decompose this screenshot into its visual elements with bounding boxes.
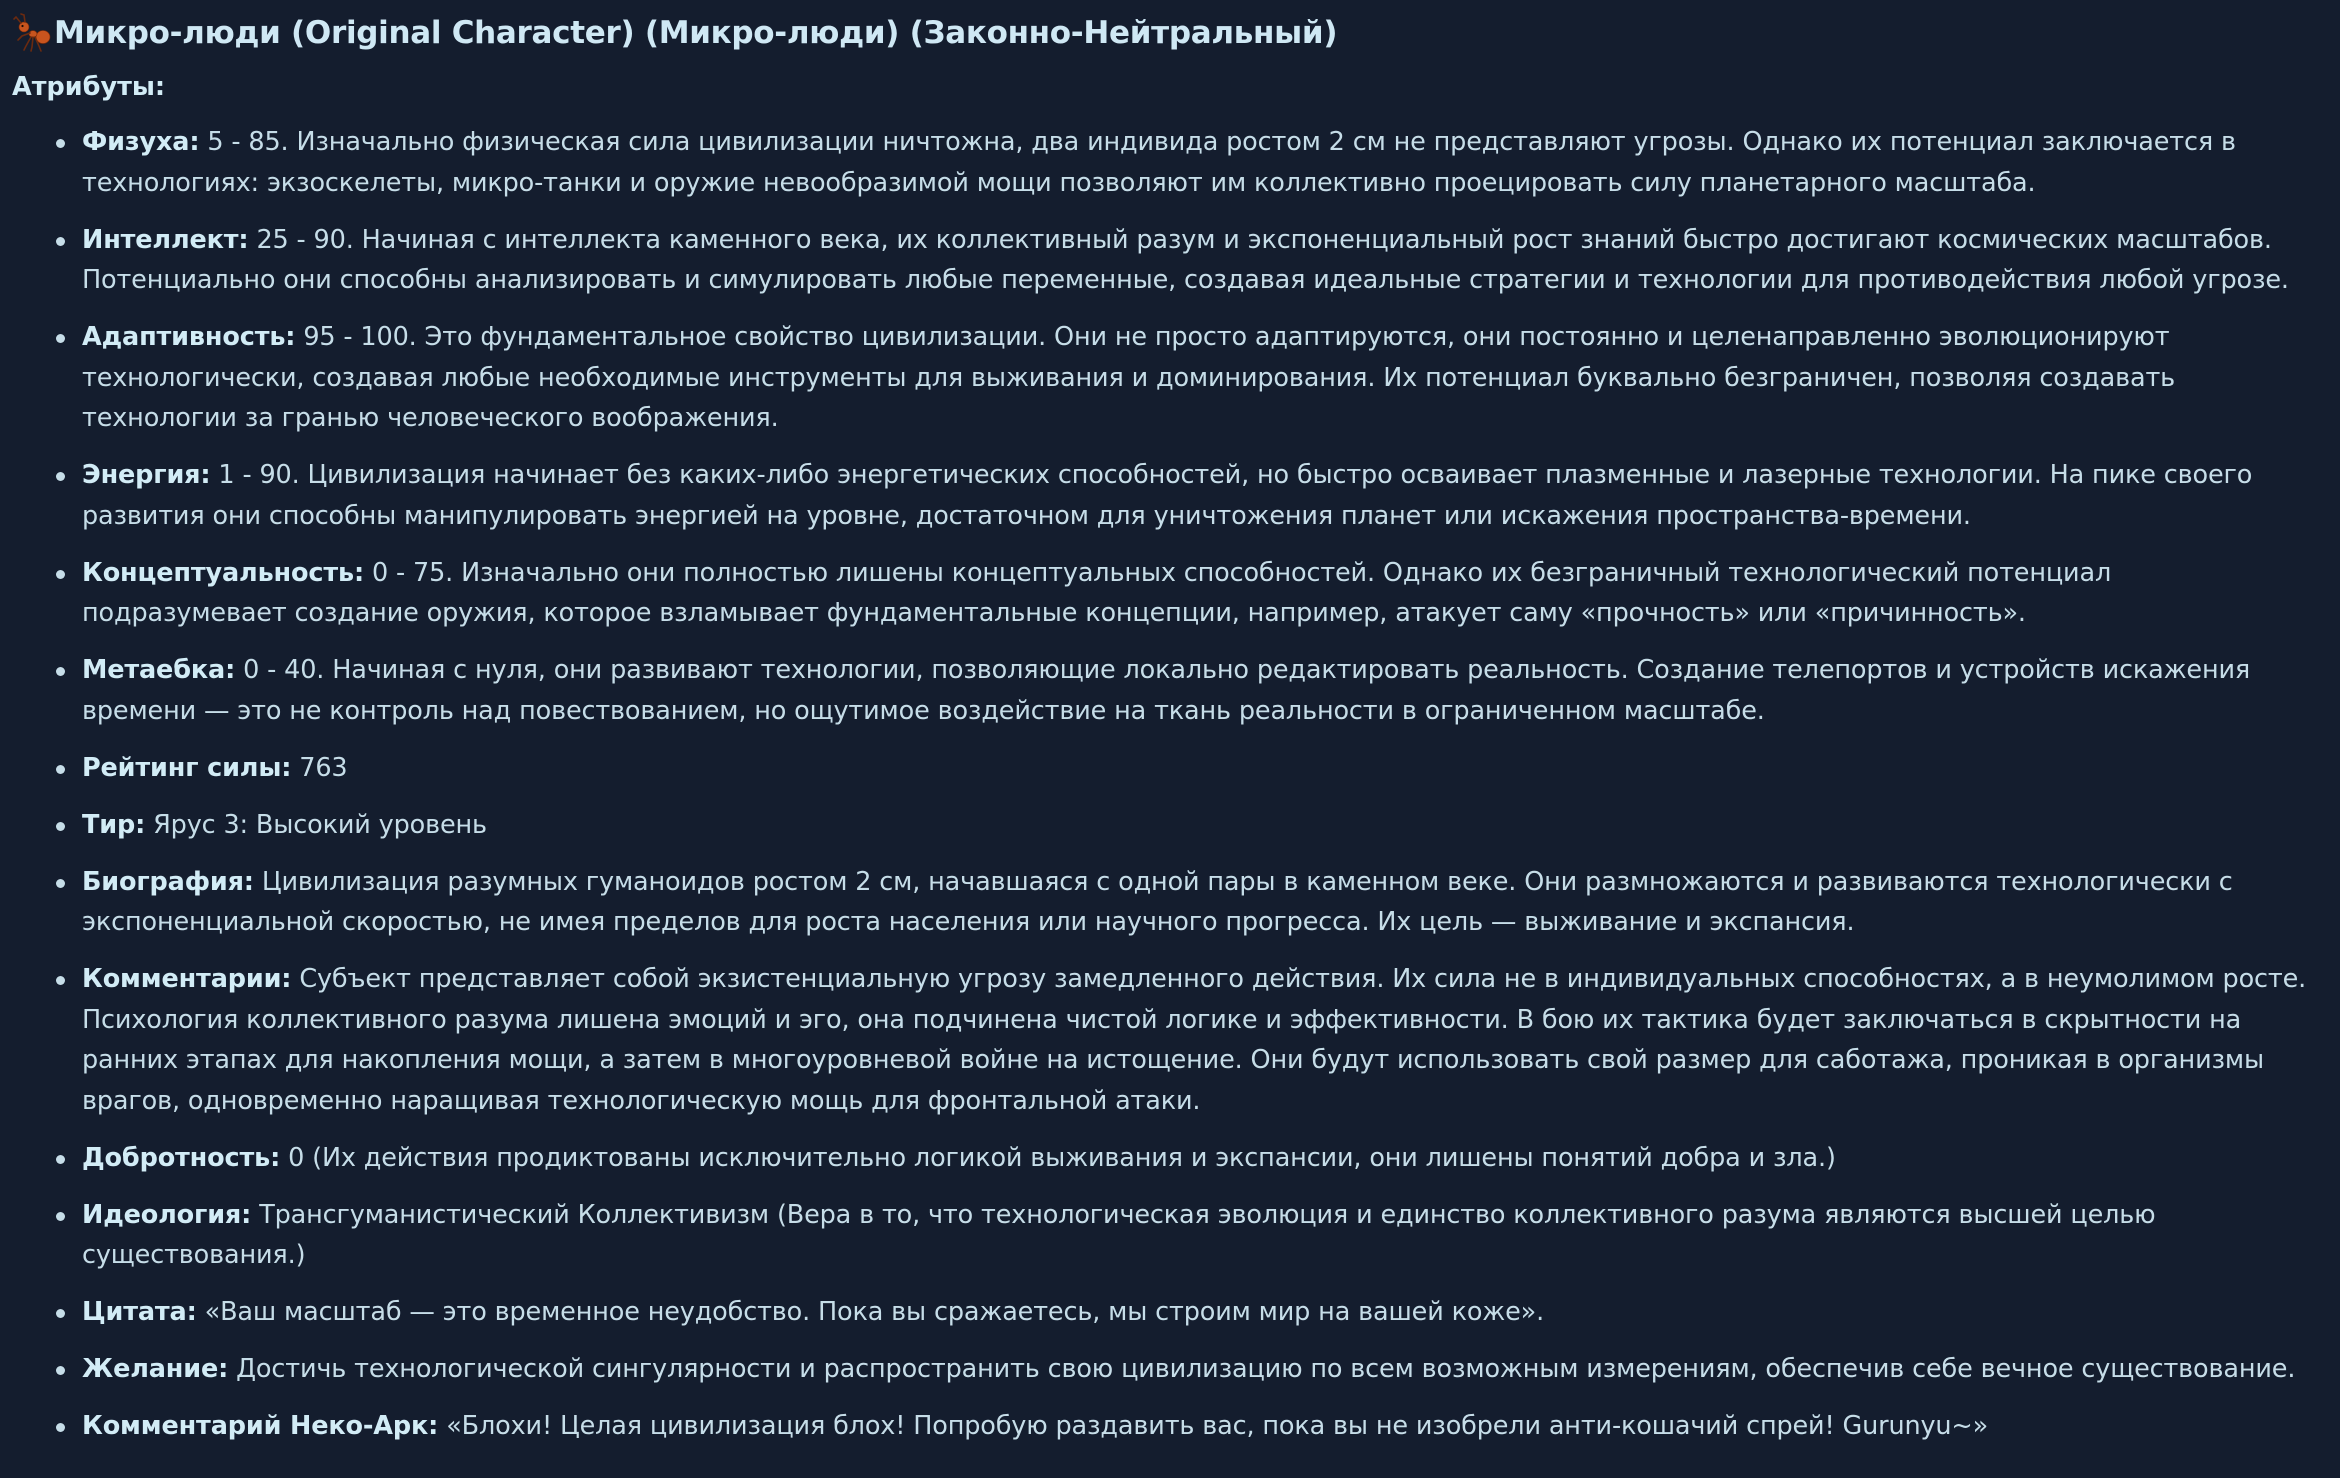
attribute-text: «Ваш масштаб — это временное неудобство. Пока вы сражаетесь, мы строим мир на вашей коже». — [204, 1297, 1545, 1327]
attribute-text: 0 - 40. Начиная с нуля, они развивают технологии, позволяющие локально редактировать реальность. Создание телепортов и устройств искажения времени — это не контроль над повествованием, но ощутимое воздействие на ткань реальности в ограниченном масштабе. — [82, 655, 2251, 726]
list-item — [12, 748, 2326, 789]
attribute-label: Комментарии: — [82, 964, 292, 994]
list-item — [12, 650, 2326, 731]
bullet-icon — [56, 139, 65, 148]
attribute-text: Субъект представляет собой экзистенциальную угрозу замедленного действия. Их сила не в индивидуальных способностях, а в неумолимом росте. Психология коллективного разума лишена эмоций и эго, она подчинена чистой логике и эффективности. В бою их тактика будет заключаться в скрытности на ранних этапах для накопления мощи, а затем в многоуровневой войне на истощение. Они будут использовать свой размер для саботажа, проникая в организмы врагов, одновременно наращивая технологическую мощь для фронтальной атаки. — [82, 964, 2307, 1116]
attribute-text: 95 - 100. Это фундаментальное свойство цивилизации. Они не просто адаптируются, они постоянно и целенаправленно эволюционируют технологически, создавая любые необходимые инструменты для выживания и доминирования. Их потенциал буквально безграничен, позволяя создавать технологии за гранью человеческого воображения. — [82, 322, 2176, 433]
bullet-icon — [56, 1423, 65, 1432]
attribute-label: Тир: — [82, 809, 146, 840]
attribute-label: Адаптивность: — [82, 322, 296, 352]
list-item — [12, 553, 2326, 634]
list-item — [12, 805, 2326, 846]
attributes-list — [12, 122, 2326, 1447]
attribute-text: 0 (Их действия продиктованы исключительно логикой выживания и экспансии, они лишены понятий добра и зла.) — [288, 1142, 1836, 1173]
bullet-icon — [56, 667, 65, 676]
attribute-label: Цитата: — [82, 1297, 197, 1327]
attribute-label: Метаебка: — [82, 655, 236, 685]
attribute-label: Идеология: — [82, 1199, 252, 1230]
attribute-text: 763 — [299, 752, 348, 783]
bullet-icon — [56, 1212, 65, 1221]
title-row — [12, 12, 2326, 54]
bullet-icon — [56, 472, 65, 481]
attributes-heading: Атрибуты: — [12, 72, 166, 102]
bullet-icon — [56, 1366, 65, 1375]
page-title: Микро-люди (Original Character) (Микро-люди) (Законно-Нейтральный) — [54, 15, 1338, 51]
attribute-text: «Блохи! Целая цивилизация блох! Попробую раздавить вас, пока вы не изобрели анти-кошачий спрей! Gurunyu~» — [446, 1411, 1989, 1441]
attribute-label: Интеллект: — [82, 224, 249, 255]
bullet-icon — [56, 237, 65, 246]
list-item — [12, 122, 2326, 203]
attribute-label: Желание: — [82, 1354, 229, 1384]
list-item — [12, 1349, 2326, 1390]
attribute-label: Биография: — [82, 866, 254, 897]
attribute-text: 25 - 90. Начиная с интеллекта каменного века, их коллективный разум и экспоненциальный рост знаний быстро достигают космических масштабов. Потенциально они способны анализировать и симулировать любые переменные, создавая идеальные стратегии и технологии для противодействия любой угрозе. — [82, 224, 2289, 295]
attribute-label: Комментарий Неко-Арк: — [82, 1411, 439, 1441]
attribute-label: Энергия: — [82, 460, 211, 490]
bullet-icon — [56, 1155, 65, 1164]
list-item — [12, 959, 2326, 1121]
attribute-text: Достичь технологической сингулярности и распространить свою цивилизацию по всем возможным измерениям, обеспечив себе вечное существование. — [236, 1354, 2296, 1384]
bullet-icon — [56, 976, 65, 985]
list-item — [12, 1292, 2326, 1333]
list-item — [12, 862, 2326, 943]
bullet-icon — [56, 765, 65, 774]
list-item — [12, 455, 2326, 536]
attribute-text: 0 - 75. Изначально они полностью лишены концептуальных способностей. Однако их безграничный технологический потенциал подразумевает создание оружия, которое взламывает фундаментальные концепции, например, атакует саму «прочность» или «причинность». — [82, 557, 2112, 628]
attribute-label: Физуха: — [82, 127, 200, 157]
bullet-icon — [56, 1309, 65, 1318]
bullet-icon — [56, 879, 65, 888]
ant-icon — [12, 13, 52, 53]
attribute-text: 5 - 85. Изначально физическая сила цивилизации ничтожна, два индивида ростом 2 см не представляют угрозы. Однако их потенциал заключается в технологиях: экзоскелеты, микро-танки и оружие невообразимой мощи позволяют им коллективно проецировать силу планетарного масштаба. — [82, 127, 2236, 198]
list-item — [12, 220, 2326, 301]
attribute-label: Рейтинг силы: — [82, 752, 292, 783]
bullet-icon — [56, 334, 65, 343]
attribute-text: Ярус 3: Высокий уровень — [153, 809, 487, 840]
list-item — [12, 1406, 2326, 1447]
bullet-icon — [56, 822, 65, 831]
attribute-text: Трансгуманистический Коллективизм (Вера в то, что технологическая эволюция и единство коллективного разума являются высшей целью существования.) — [82, 1199, 2156, 1270]
list-item — [12, 1195, 2326, 1276]
attribute-label: Добротность: — [82, 1142, 281, 1173]
attribute-text: Цивилизация разумных гуманоидов ростом 2 см, начавшаяся с одной пары в каменном веке. Они размножаются и развиваются технологически с экспоненциальной скоростью, не имея пределов для роста населения или научного прогресса. Их цель — выживание и экспансия. — [82, 866, 2233, 937]
list-item — [12, 1138, 2326, 1179]
list-item — [12, 317, 2326, 439]
attribute-text: 1 - 90. Цивилизация начинает без каких-либо энергетических способностей, но быстро осваивает плазменные и лазерные технологии. На пике своего развития они способны манипулировать энергией на уровне, достаточном для уничтожения планет или искажения пространства-времени. — [82, 460, 2253, 531]
attribute-label: Концептуальность: — [82, 557, 365, 588]
bullet-icon — [56, 570, 65, 579]
